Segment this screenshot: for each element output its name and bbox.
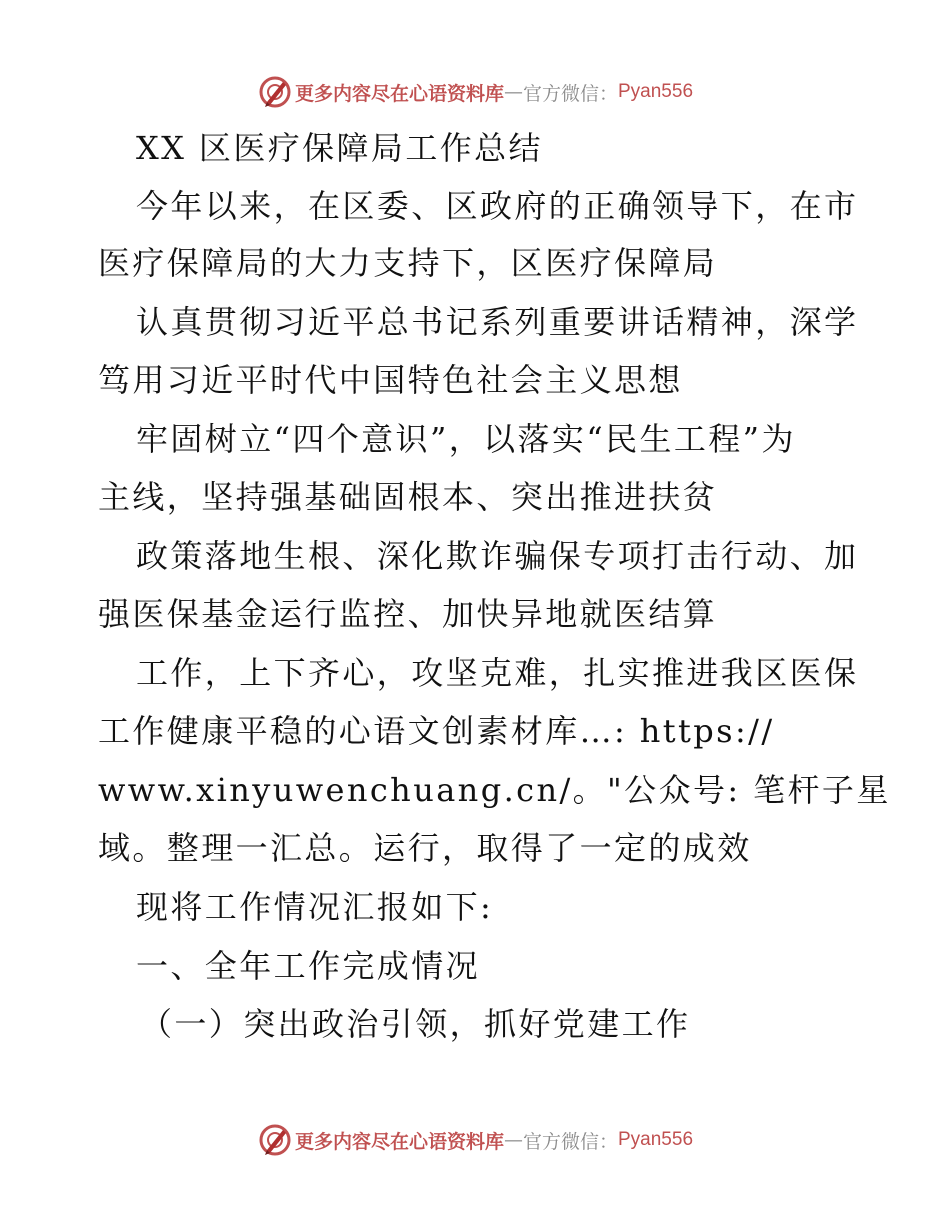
pen-logo-icon	[257, 74, 293, 110]
paragraph-line: 笃用习近平时代中国特色社会主义思想	[98, 361, 683, 399]
pen-logo-icon	[257, 1122, 293, 1158]
paragraph-line: 认真贯彻习近平总书记系列重要讲话精神，深学	[136, 303, 859, 341]
paragraph-line: 工作健康平稳的心语文创素材库…: https://	[98, 712, 775, 750]
watermark-brand: 更多内容尽在心语资料库	[294, 1130, 504, 1153]
paragraph-line: 域。整理一汇总。运行，取得了一定的成效	[98, 829, 752, 867]
paragraph-line: 今年以来，在区委、区政府的正确领导下，在市	[136, 187, 859, 225]
paragraph-line: 医疗保障局的大力支持下，区医疗保障局	[98, 244, 718, 282]
paragraph-line: 牢固树立“四个意识”，以落实“民生工程”为	[136, 420, 796, 458]
paragraph-line: 强医保基金运行监控、加快异地就医结算	[98, 595, 718, 633]
subsection-heading: （一）突出政治引领，抓好党建工作	[140, 1005, 691, 1043]
watermark-label: 官方微信：	[522, 82, 618, 105]
section-heading: 一、全年工作完成情况	[136, 947, 481, 985]
paragraph-line: 现将工作情况汇报如下:	[136, 888, 494, 926]
watermark-dash: —	[503, 81, 523, 103]
watermark-handle: Pyan556	[618, 1129, 694, 1150]
paragraph-line: www.xinyuwenchuang.cn/。"公众号: 笔杆子星	[98, 771, 891, 809]
header-watermark	[0, 72, 950, 112]
watermark-label: 官方微信：	[522, 1130, 618, 1153]
watermark-handle: Pyan556	[618, 81, 694, 102]
paragraph-line: 主线，坚持强基础固根本、突出推进扶贫	[98, 478, 718, 516]
paragraph-line: 工作，上下齐心，攻坚克难，扎实推进我区医保	[136, 654, 859, 692]
footer-watermark	[0, 1120, 950, 1160]
paragraph-line: 政策落地生根、深化欺诈骗保专项打击行动、加	[136, 537, 859, 575]
watermark-dash: —	[503, 1129, 523, 1151]
watermark-brand: 更多内容尽在心语资料库	[294, 82, 504, 105]
document-title: XX 区医疗保障局工作总结	[136, 129, 543, 167]
